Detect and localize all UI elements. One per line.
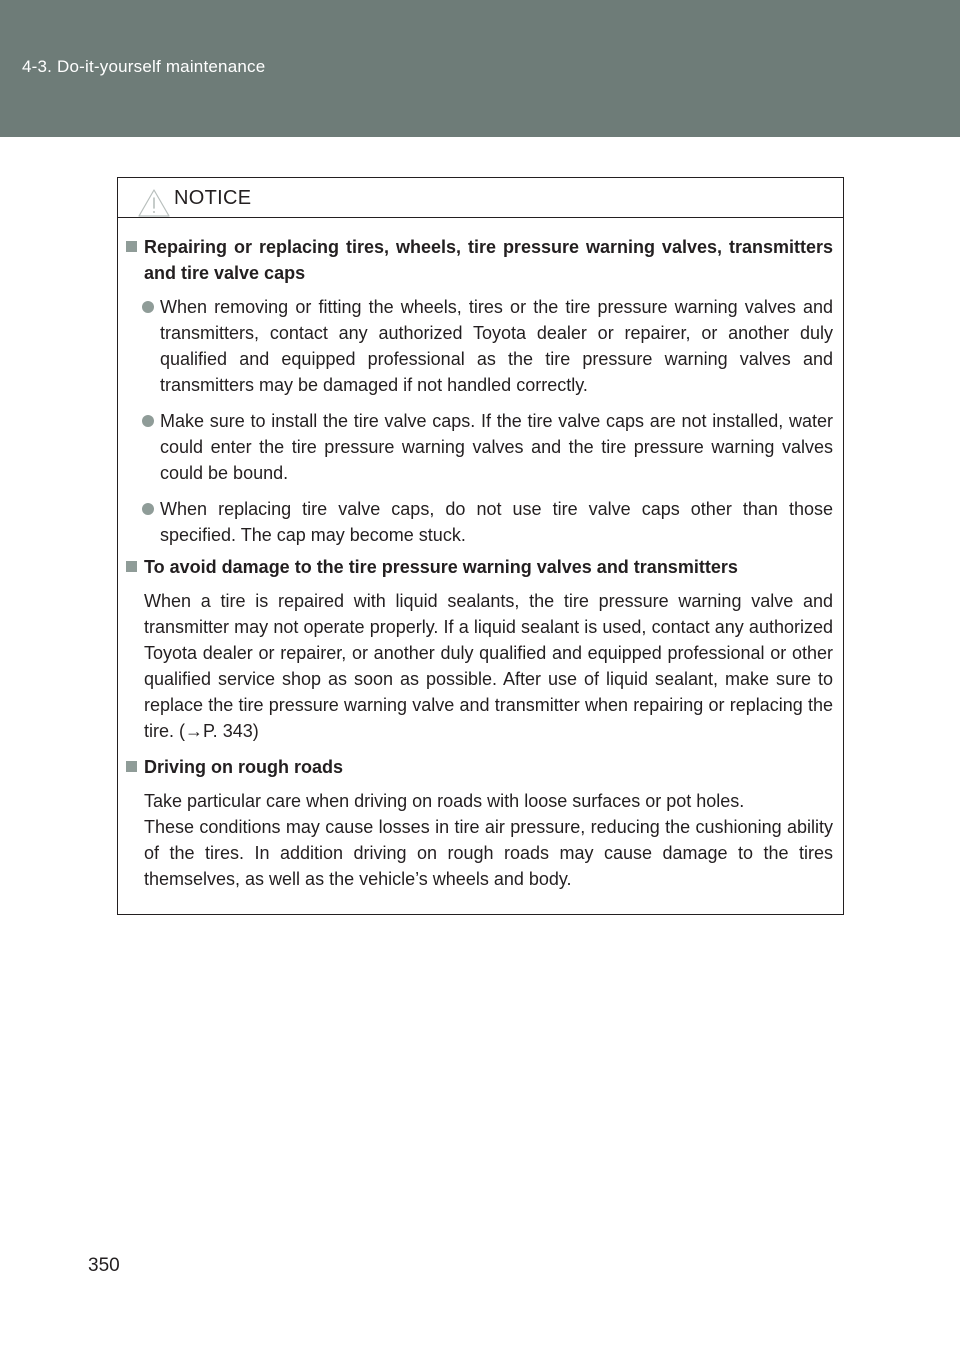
section-heading-avoid-damage xyxy=(126,554,833,580)
square-bullet-icon xyxy=(126,561,137,572)
section-heading-repairing xyxy=(126,234,833,286)
circle-bullet-icon xyxy=(142,503,154,515)
list-item-text: Make sure to install the tire valve caps. If the tire valve caps are not installed, water could enter the tire pressure warning valves and the tire pressure warning valves could be bound. xyxy=(160,411,833,483)
header-band xyxy=(0,0,960,137)
warning-triangle-icon xyxy=(137,188,171,218)
list-item-text: When replacing tire valve caps, do not use tire valve caps other than those specified. The cap may become stuck. xyxy=(160,499,833,545)
page-number: 350 xyxy=(88,1255,120,1276)
section-paragraph: When a tire is repaired with liquid sealants, the tire pressure warning valve and transmitter may not operate properly. If a liquid sealant is used, contact any authorized Toyota dealer or repairer, or another duly qualified and equipped professional or other qualified service shop as soon as possible. After use of liquid sealant, make sure to replace the tire pressure warning valve and transmitter when repairing or replacing the tire. (→P. 343) xyxy=(144,591,833,741)
section-heading-rough-roads xyxy=(126,754,833,780)
notice-header xyxy=(118,178,843,218)
notice-label: NOTICE xyxy=(174,187,252,209)
circle-bullet-icon xyxy=(142,301,154,313)
section-heading-text: To avoid damage to the tire pressure warning valves and transmitters xyxy=(144,557,738,577)
section-title: 4-3. Do-it-yourself maintenance xyxy=(22,57,266,76)
list-item xyxy=(142,496,833,548)
list-item-text: When removing or fitting the wheels, tires or the tire pressure warning valves and transmitters, contact any authorized Toyota dealer or repairer, or another duly qualified and equipped professional as the tire pressure warning valves and transmitters may be damaged if not handled correctly. xyxy=(160,297,833,395)
paragraph-line: Take particular care when driving on roads with loose surfaces or pot holes. xyxy=(144,791,745,811)
list-item xyxy=(142,294,833,398)
section-heading-text: Driving on rough roads xyxy=(144,757,344,777)
paragraph-line: These conditions may cause losses in tire air pressure, reducing the cushioning ability of the tires. In addition driving on rough roads may cause damage to the tires themselves, as well as the vehicle’s wheels and body. xyxy=(144,817,833,889)
circle-bullet-icon xyxy=(142,415,154,427)
square-bullet-icon xyxy=(126,761,137,772)
notice-body xyxy=(118,234,843,902)
section-heading-text: Repairing or replacing tires, wheels, tire pressure warning valves, transmitters and tire valve caps xyxy=(144,237,833,283)
notice-box xyxy=(117,177,844,915)
square-bullet-icon xyxy=(126,241,137,252)
list-item xyxy=(142,408,833,486)
section-paragraph xyxy=(144,788,833,892)
